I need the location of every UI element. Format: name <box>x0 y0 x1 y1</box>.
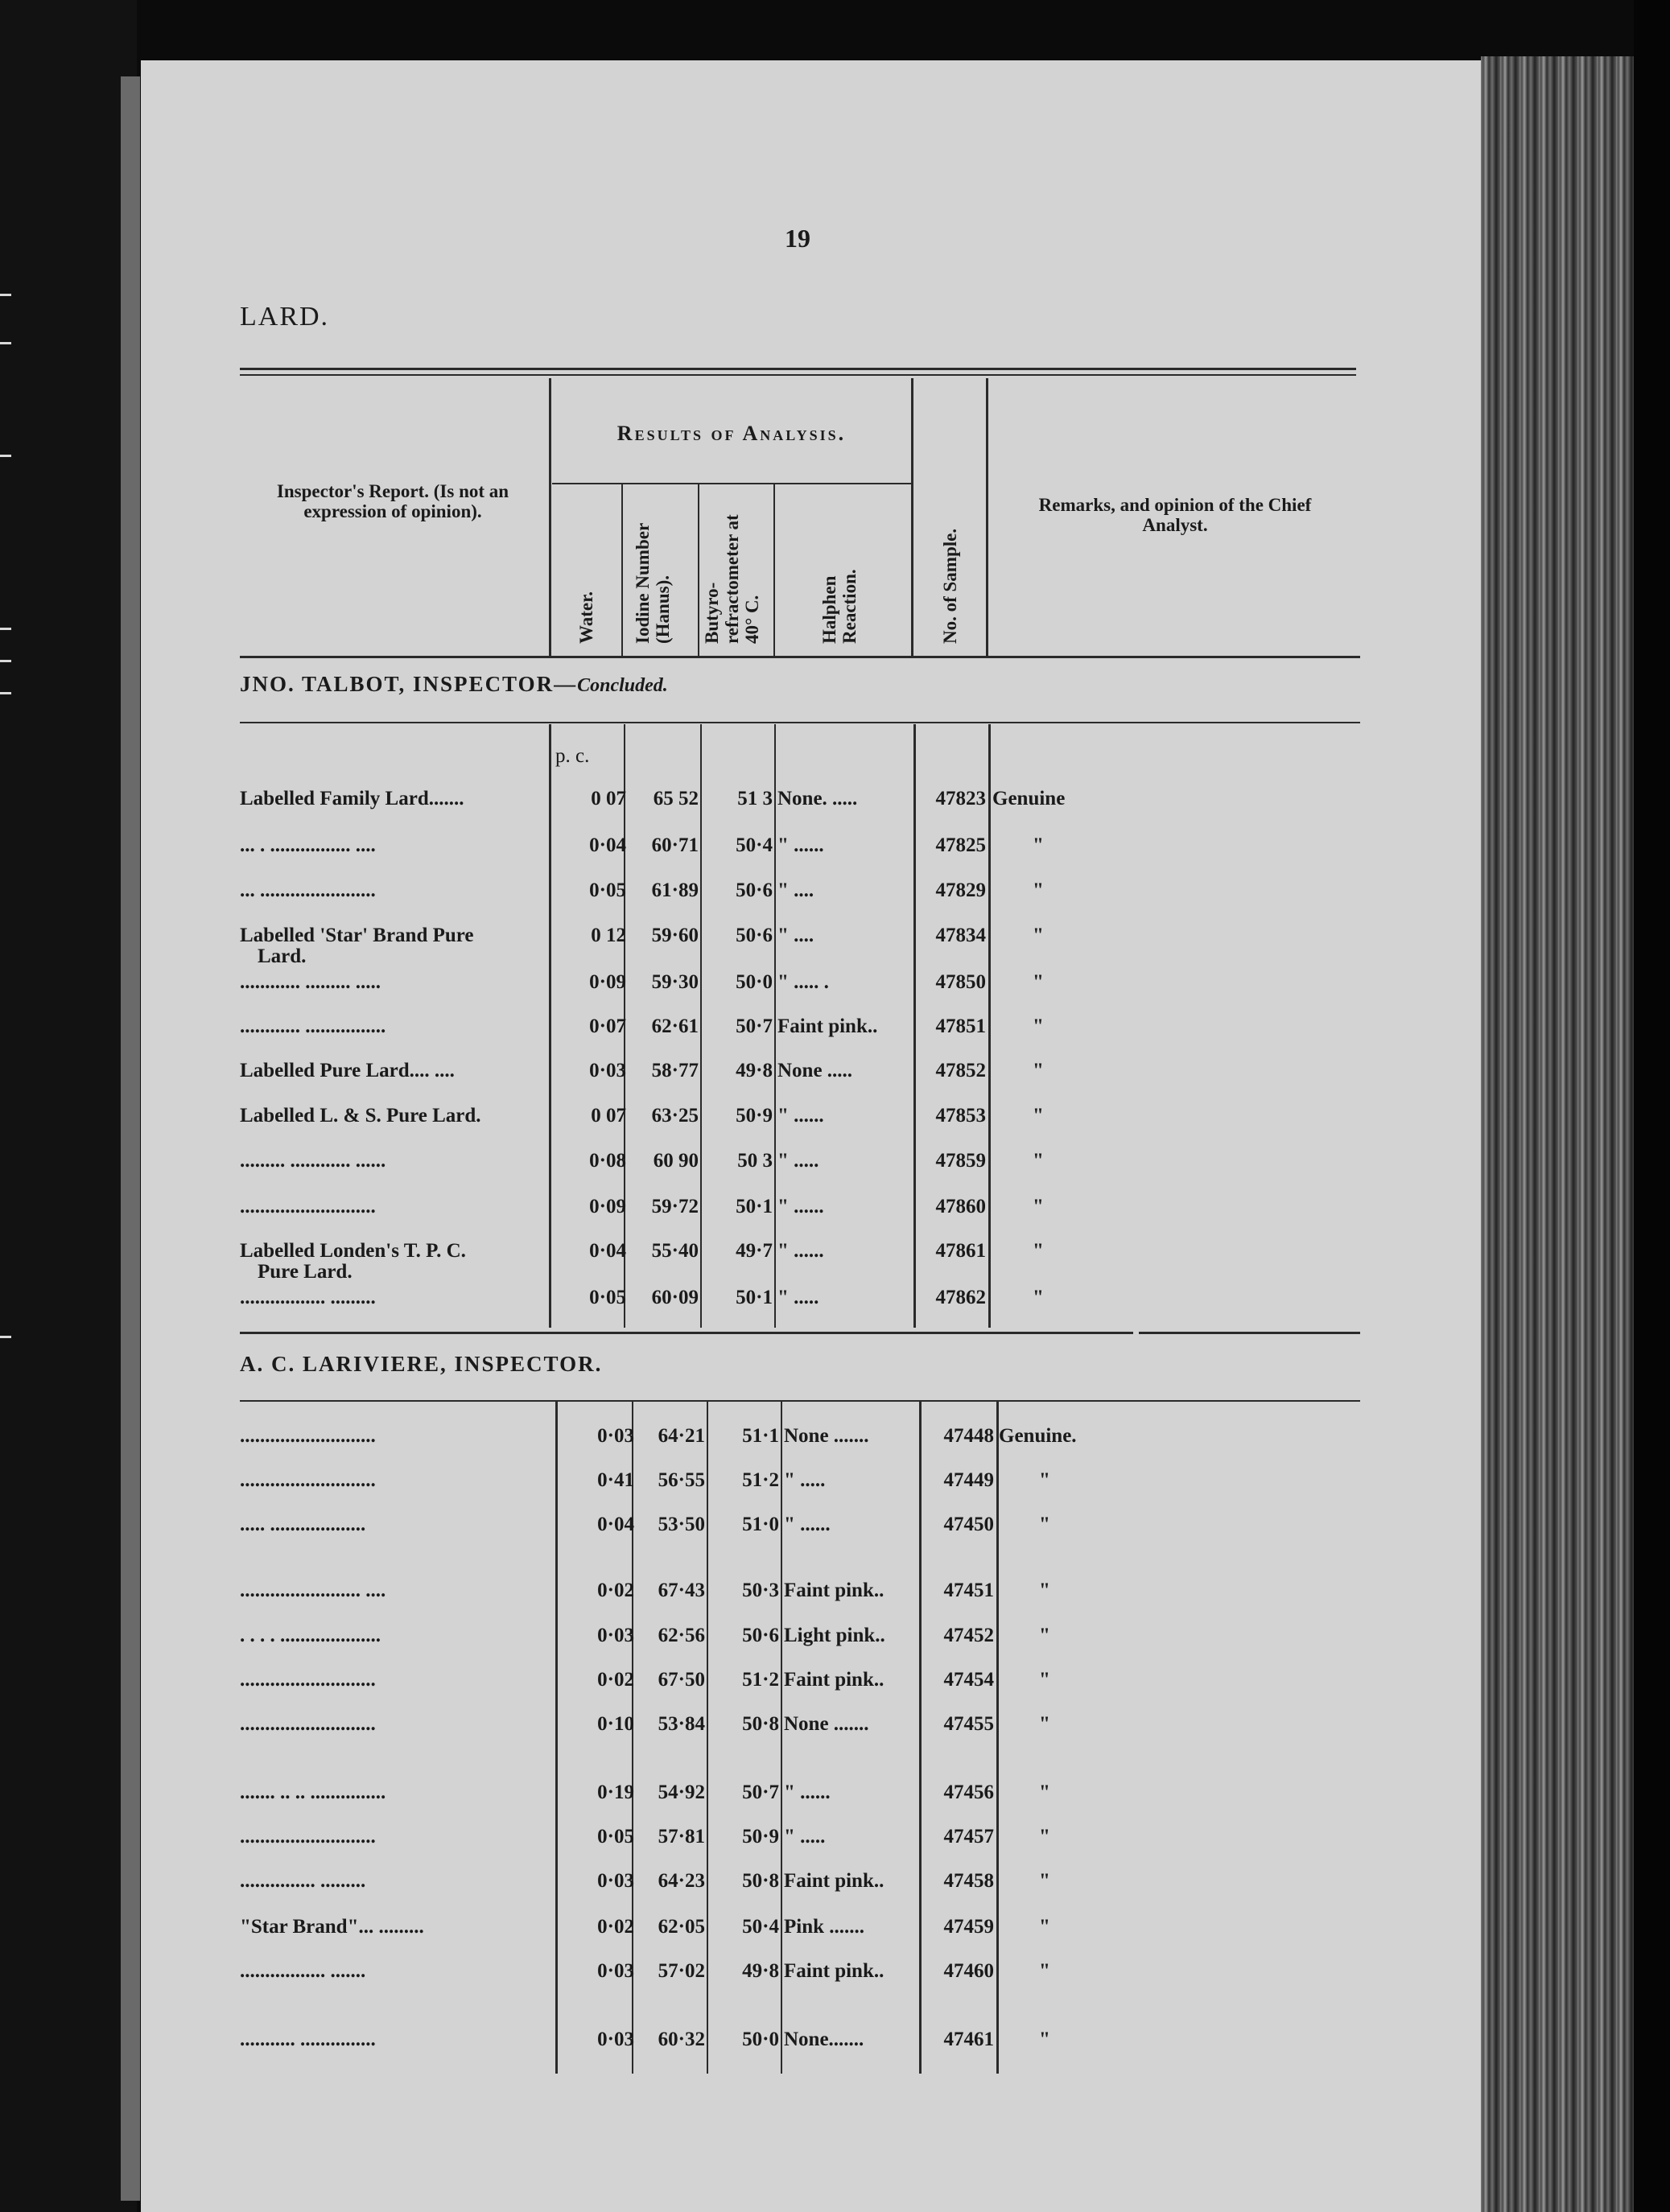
row-remark: Genuine. <box>999 1425 1077 1447</box>
row-remark: " <box>1039 1960 1050 1982</box>
row-halphen: " ...... <box>784 1782 831 1803</box>
row-butyro: 51·1 <box>742 1425 779 1447</box>
col-divider <box>996 1402 999 2074</box>
row-desc: ..... ................... <box>240 1514 366 1535</box>
margin-mark <box>0 628 11 630</box>
row-butyro: 50·8 <box>742 1713 779 1735</box>
row-halphen: Pink ....... <box>784 1916 865 1938</box>
row-desc: Labelled 'Star' Brand Pure <box>240 925 474 946</box>
row-water: 0·05 <box>597 1826 634 1847</box>
col-divider <box>555 1402 558 2074</box>
row-butyro: 50·1 <box>736 1287 773 1308</box>
row-sample: 47852 <box>935 1060 986 1081</box>
header-remarks: Remarks, and opinion of the Chief Analyst. <box>1038 495 1312 535</box>
row-sample: 47457 <box>943 1826 994 1847</box>
row-desc: "Star Brand"... ......... <box>240 1916 424 1938</box>
row-remark: " <box>1039 1826 1050 1847</box>
row-remark: " <box>1033 1287 1044 1308</box>
row-iodine: 60·32 <box>658 2029 705 2050</box>
row-halphen: " .... <box>777 879 814 901</box>
scan-border <box>1634 0 1670 2212</box>
row-sample: 47850 <box>935 971 986 993</box>
row-halphen: Faint pink.. <box>784 1669 884 1691</box>
row-sample: 47451 <box>943 1580 994 1601</box>
row-halphen: " ..... . <box>777 971 829 993</box>
row-desc: ............... ......... <box>240 1870 366 1892</box>
col-divider <box>700 724 702 1328</box>
page-stack-edge <box>1481 56 1634 2212</box>
row-sample: 47862 <box>935 1287 986 1308</box>
row-remark: " <box>1033 971 1044 993</box>
row-halphen: " ..... <box>777 1287 819 1308</box>
col-divider <box>549 378 551 656</box>
row-desc: ........................... <box>240 1826 376 1847</box>
row-iodine: 67·43 <box>658 1580 705 1601</box>
row-butyro: 50·4 <box>736 834 773 856</box>
row-desc: ........................... <box>240 1713 376 1735</box>
row-desc-continued: Pure Lard. <box>258 1261 353 1283</box>
row-remark: " <box>1033 879 1044 901</box>
row-remark: " <box>1039 1514 1050 1535</box>
row-halphen: " ...... <box>777 1240 824 1262</box>
row-butyro: 51·2 <box>742 1669 779 1691</box>
row-halphen: None ....... <box>784 1713 869 1735</box>
row-iodine: 58·77 <box>651 1060 699 1081</box>
row-iodine: 53·84 <box>658 1713 705 1735</box>
row-butyro: 50·7 <box>742 1782 779 1803</box>
row-iodine: 63·25 <box>651 1105 699 1127</box>
header-sample-no: No. of Sample. <box>940 528 960 644</box>
binding-shadow <box>121 76 140 2201</box>
row-sample: 47455 <box>943 1713 994 1735</box>
row-remark: " <box>1033 834 1044 856</box>
row-remark: " <box>1039 2029 1050 2050</box>
row-butyro: 50·9 <box>742 1826 779 1847</box>
unit-label: p. c. <box>555 745 590 767</box>
col-divider <box>781 1402 782 2074</box>
row-sample: 47452 <box>943 1625 994 1646</box>
row-sample: 47853 <box>935 1105 986 1127</box>
row-butyro: 50·6 <box>736 925 773 946</box>
row-desc: ....... .. .. ............... <box>240 1782 386 1803</box>
row-water: 0·05 <box>589 1287 626 1308</box>
col-divider <box>698 484 699 656</box>
inspector-heading-lariviere <box>240 1352 602 1377</box>
row-remark: " <box>1033 925 1044 946</box>
header-butyro: Butyro-refractometer at 40° C. <box>702 514 762 644</box>
col-divider <box>707 1402 708 2074</box>
row-butyro: 51·0 <box>742 1514 779 1535</box>
row-sample: 47450 <box>943 1514 994 1535</box>
row-desc: . . . . .................... <box>240 1625 381 1646</box>
row-iodine: 53·50 <box>658 1514 705 1535</box>
margin-mark <box>0 294 11 296</box>
row-water: 0·02 <box>597 1580 634 1601</box>
row-sample: 47449 <box>943 1469 994 1491</box>
row-iodine: 54·92 <box>658 1782 705 1803</box>
row-sample: 47829 <box>935 879 986 901</box>
page-number: 19 <box>785 224 810 253</box>
row-water: 0·02 <box>597 1669 634 1691</box>
row-water: 0 12 <box>591 925 626 946</box>
row-iodine: 62·61 <box>651 1015 699 1037</box>
row-butyro: 50·8 <box>742 1870 779 1892</box>
row-butyro: 50·9 <box>736 1105 773 1127</box>
row-remark: " <box>1033 1015 1044 1037</box>
row-sample: 47459 <box>943 1916 994 1938</box>
row-iodine: 59·30 <box>651 971 699 993</box>
row-desc: ................. ......... <box>240 1287 376 1308</box>
row-water: 0 07 <box>591 1105 626 1127</box>
row-water: 0·03 <box>597 1870 634 1892</box>
row-iodine: 60·71 <box>651 834 699 856</box>
row-iodine: 60 90 <box>653 1150 699 1172</box>
row-desc-continued: Lard. <box>258 945 307 967</box>
row-water: 0 07 <box>591 788 626 809</box>
section-rule <box>240 722 1360 723</box>
row-remark: " <box>1039 1580 1050 1601</box>
row-iodine: 67·50 <box>658 1669 705 1691</box>
row-water: 0·09 <box>589 1196 626 1217</box>
col-divider <box>549 724 551 1328</box>
col-divider <box>621 484 623 656</box>
row-desc: ........................ .... <box>240 1580 386 1601</box>
row-butyro: 50 3 <box>737 1150 773 1172</box>
row-water: 0·09 <box>589 971 626 993</box>
inspector-name: A. C. LARIVIERE, INSPECTOR. <box>240 1352 603 1376</box>
row-remark: " <box>1039 1782 1050 1803</box>
row-halphen: " ..... <box>777 1150 819 1172</box>
row-sample: 47454 <box>943 1669 994 1691</box>
row-halphen: " ..... <box>784 1826 826 1847</box>
row-butyro: 50·6 <box>736 879 773 901</box>
row-butyro: 50·4 <box>742 1916 779 1938</box>
row-water: 0·04 <box>589 834 626 856</box>
col-divider <box>911 378 913 656</box>
row-halphen: " ...... <box>777 1105 824 1127</box>
row-sample: 47834 <box>935 925 986 946</box>
row-water: 0·02 <box>597 1916 634 1938</box>
col-divider <box>913 724 916 1328</box>
row-sample: 47460 <box>943 1960 994 1982</box>
row-halphen: " ...... <box>777 834 824 856</box>
row-iodine: 57·81 <box>658 1826 705 1847</box>
row-iodine: 61·89 <box>651 879 699 901</box>
header-results-of-analysis: Results of Analysis. <box>616 422 847 445</box>
row-iodine: 64·21 <box>658 1425 705 1447</box>
row-remark: " <box>1033 1060 1044 1081</box>
row-remark: " <box>1039 1713 1050 1735</box>
col-divider <box>919 1402 922 2074</box>
row-iodine: 57·02 <box>658 1960 705 1982</box>
col-divider <box>774 724 776 1328</box>
row-halphen: None....... <box>784 2029 864 2050</box>
row-desc: ........... ............... <box>240 2029 376 2050</box>
row-halphen: None ..... <box>777 1060 853 1081</box>
row-halphen: " ...... <box>777 1196 824 1217</box>
row-desc: ... . ................ .... <box>240 834 376 856</box>
row-remark: " <box>1033 1150 1044 1172</box>
row-sample: 47860 <box>935 1196 986 1217</box>
row-iodine: 56·55 <box>658 1469 705 1491</box>
row-remark: " <box>1033 1105 1044 1127</box>
results-subrule <box>552 483 911 484</box>
row-iodine: 59·72 <box>651 1196 699 1217</box>
row-water: 0·03 <box>589 1060 626 1081</box>
row-butyro: 51·2 <box>742 1469 779 1491</box>
row-halphen: Faint pink.. <box>777 1015 878 1037</box>
row-remark: Genuine <box>992 788 1066 809</box>
col-divider <box>773 484 775 656</box>
row-butyro: 49·8 <box>742 1960 779 1982</box>
row-desc: ............ ......... ..... <box>240 971 381 993</box>
row-desc: ......... ............ ...... <box>240 1150 386 1172</box>
row-halphen: Faint pink.. <box>784 1580 884 1601</box>
row-sample: 47461 <box>943 2029 994 2050</box>
row-sample: 47456 <box>943 1782 994 1803</box>
row-desc: ........................... <box>240 1196 376 1217</box>
row-halphen: " ...... <box>784 1514 831 1535</box>
row-water: 0·04 <box>597 1514 634 1535</box>
row-water: 0·19 <box>597 1782 634 1803</box>
margin-mark <box>0 342 11 344</box>
row-remark: " <box>1039 1669 1050 1691</box>
row-sample: 47861 <box>935 1240 986 1262</box>
row-halphen: Faint pink.. <box>784 1870 884 1892</box>
margin-mark <box>0 660 11 662</box>
row-water: 0·03 <box>597 1425 634 1447</box>
row-water: 0·07 <box>589 1015 626 1037</box>
row-desc: ........................... <box>240 1669 376 1691</box>
row-remark: " <box>1039 1469 1050 1491</box>
row-water: 0·08 <box>589 1150 626 1172</box>
row-butyro: 50·7 <box>736 1015 773 1037</box>
row-desc: Labelled Family Lard....... <box>240 788 464 809</box>
margin-mark <box>0 692 11 694</box>
header-rule-top-2 <box>240 374 1356 376</box>
row-desc: ........................... <box>240 1425 376 1447</box>
row-desc: ... ....................... <box>240 879 376 901</box>
row-iodine: 59·60 <box>651 925 699 946</box>
header-rule-top <box>240 368 1356 370</box>
row-halphen: Faint pink.. <box>784 1960 884 1982</box>
row-iodine: 62·56 <box>658 1625 705 1646</box>
row-butyro: 51 3 <box>737 788 773 809</box>
row-water: 0·10 <box>597 1713 634 1735</box>
row-remark: " <box>1039 1625 1050 1646</box>
row-butyro: 50·6 <box>742 1625 779 1646</box>
row-halphen: None ....... <box>784 1425 869 1447</box>
row-remark: " <box>1033 1196 1044 1217</box>
row-iodine: 64·23 <box>658 1870 705 1892</box>
row-iodine: 62·05 <box>658 1916 705 1938</box>
header-iodine: Iodine Number (Hanus). <box>633 523 673 644</box>
row-desc: ............ ................ <box>240 1015 386 1037</box>
row-desc: Labelled Londen's T. P. C. <box>240 1240 466 1262</box>
header-inspector-report: Inspector's Report. (Is not an expression of opinion). <box>276 481 509 521</box>
row-butyro: 50·1 <box>736 1196 773 1217</box>
col-divider <box>986 378 988 656</box>
row-butyro: 50·3 <box>742 1580 779 1601</box>
row-desc: ................. ....... <box>240 1960 366 1982</box>
row-remark: " <box>1039 1870 1050 1892</box>
section-rule <box>240 1332 1133 1334</box>
row-remark: " <box>1033 1240 1044 1262</box>
row-sample: 47823 <box>935 788 986 809</box>
header-water: Water. <box>576 591 596 644</box>
inspector-suffix: Concluded. <box>577 675 668 696</box>
row-water: 0·03 <box>597 2029 634 2050</box>
row-sample: 47448 <box>943 1425 994 1447</box>
section-rule <box>1139 1332 1360 1334</box>
row-sample: 47851 <box>935 1015 986 1037</box>
row-halphen: None. ..... <box>777 788 858 809</box>
section-title: LARD. <box>240 302 330 332</box>
header-rule-bottom <box>240 656 1360 658</box>
row-halphen: Light pink.. <box>784 1625 885 1646</box>
row-iodine: 55·40 <box>651 1240 699 1262</box>
margin-mark <box>0 455 11 457</box>
row-sample: 47825 <box>935 834 986 856</box>
row-butyro: 50·0 <box>742 2029 779 2050</box>
inspector-heading-talbot <box>240 672 668 697</box>
row-desc: Labelled L. & S. Pure Lard. <box>240 1105 481 1127</box>
row-halphen: " .... <box>777 925 814 946</box>
row-water: 0·03 <box>597 1625 634 1646</box>
row-sample: 47859 <box>935 1150 986 1172</box>
row-iodine: 60·09 <box>651 1287 699 1308</box>
row-desc: Labelled Pure Lard.... .... <box>240 1060 455 1081</box>
row-water: 0·05 <box>589 879 626 901</box>
inspector-name: JNO. TALBOT, INSPECTOR— <box>240 672 578 696</box>
section-rule <box>240 1400 1360 1402</box>
row-water: 0·03 <box>597 1960 634 1982</box>
row-halphen: " ..... <box>784 1469 826 1491</box>
margin-mark <box>0 1336 11 1338</box>
row-water: 0·04 <box>589 1240 626 1262</box>
row-desc: ........................... <box>240 1469 376 1491</box>
row-remark: " <box>1039 1916 1050 1938</box>
row-butyro: 49·8 <box>736 1060 773 1081</box>
row-sample: 47458 <box>943 1870 994 1892</box>
row-iodine: 65 52 <box>653 788 699 809</box>
col-divider <box>988 724 991 1328</box>
row-butyro: 50·0 <box>736 971 773 993</box>
row-water: 0·41 <box>597 1469 634 1491</box>
header-halphen: Halphen Reaction. <box>819 569 860 644</box>
row-butyro: 49·7 <box>736 1240 773 1262</box>
facing-page-edge <box>0 0 137 2212</box>
